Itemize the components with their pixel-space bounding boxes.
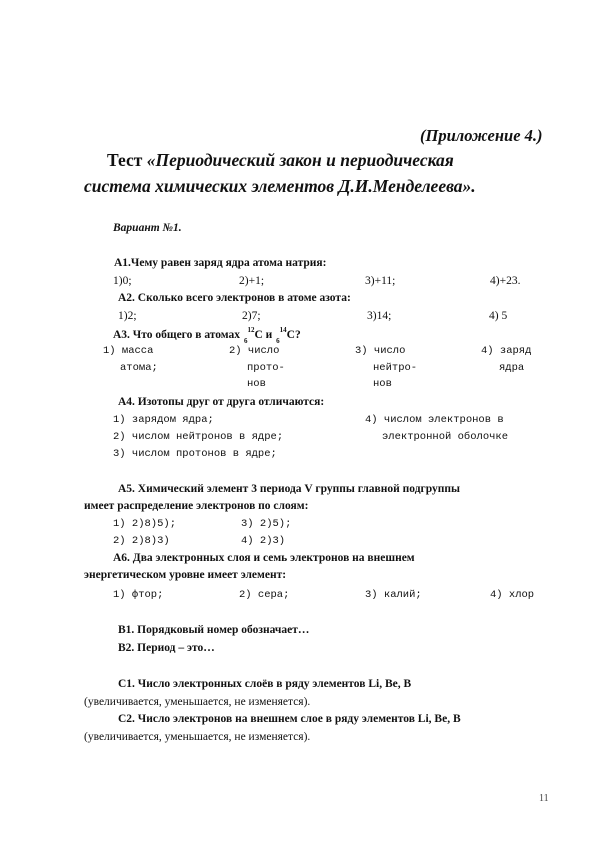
a3-option-4-line1: 4) заряд [481, 345, 532, 357]
a3-option-2-line2: прото- [247, 362, 285, 374]
a4-option-4-line1: 4) числом электронов в [365, 414, 504, 426]
question-a2: А2. Сколько всего электронов в атоме азота: [118, 292, 351, 304]
a2-option-3: 3)14; [367, 310, 392, 322]
a3-option-3-line3: нов [373, 378, 392, 390]
question-a1: А1.Чему равен заряд ядра атома натрия: [114, 257, 327, 269]
variant-label: Вариант №1. [113, 222, 182, 234]
a3-text: А3. Что общего в атомах [113, 328, 243, 341]
question-a4: А4. Изотопы друг от друга отличаются: [118, 396, 325, 408]
a6-option-1: 1) фтор; [113, 589, 164, 601]
a3-option-3-line2: нейтро- [373, 362, 418, 374]
a1-option-3: 3)+11; [365, 275, 396, 287]
a3-iso1-symbol: С [254, 328, 263, 341]
a4-option-4-line2: электронной оболочке [382, 431, 509, 443]
a3-iso2-symbol: С? [286, 328, 301, 341]
a4-option-1: 1) зарядом ядра; [113, 414, 214, 426]
page-number: 11 [539, 793, 549, 804]
test-title-prefix: Тест [107, 150, 147, 170]
a2-option-2: 2)7; [242, 310, 261, 322]
a4-option-3: 3) числом протонов в ядре; [113, 448, 277, 460]
a5-option-3: 3) 2)5); [241, 518, 292, 530]
appendix-label: (Приложение 4.) [420, 126, 543, 145]
question-b2: В2. Период – это… [118, 642, 215, 654]
a4-option-2: 2) числом нейтронов в ядре; [113, 431, 284, 443]
test-title-line1 [107, 150, 454, 171]
question-c1-line1: С1. Число электронных слоёв в ряду элементов Li, Be, B [118, 678, 412, 690]
question-a5-line1: А5. Химический элемент 3 периода V группы главной подгруппы [118, 483, 460, 495]
a5-option-2: 2) 2)8)3) [113, 535, 170, 547]
a3-conjunction: и [262, 328, 276, 341]
a1-option-2: 2)+1; [239, 275, 265, 287]
test-title-line2: система химических элементов Д.И.Менделеева». [84, 176, 476, 196]
question-c2-line2: (увеличивается, уменьшается, не изменяется). [84, 731, 311, 743]
a3-iso2-number: 6 [276, 337, 280, 346]
a6-option-3: 3) калий; [365, 589, 422, 601]
a1-option-4: 4)+23. [490, 275, 521, 287]
a2-option-1: 1)2; [118, 310, 137, 322]
question-c1-line2: (увеличивается, уменьшается, не изменяется). [84, 696, 311, 708]
a1-option-1: 1)0; [113, 275, 132, 287]
a2-option-4: 4) 5 [489, 310, 508, 322]
a6-option-4: 4) хлор [490, 589, 535, 601]
a3-option-2-line1: 2) число [229, 345, 280, 357]
a5-option-1: 1) 2)8)5); [113, 518, 177, 530]
question-c2-line1: С2. Число электронов на внешнем слое в ряду элементов Li, Be, B [118, 713, 461, 725]
a3-iso1-number: 6 [243, 337, 248, 346]
question-b1: В1. Порядковый номер обозначает… [118, 624, 310, 636]
a3-iso1-mass: 12 [247, 326, 255, 334]
question-a6-line1: А6. Два электронных слоя и семь электронов на внешнем [113, 552, 415, 564]
question-a5-line2: имеет распределение электронов по слоям: [84, 500, 309, 512]
a5-option-4: 4) 2)3) [241, 535, 286, 547]
a3-option-3-line1: 3) число [355, 345, 406, 357]
question-a6-line2: энергетическом уровне имеет элемент: [84, 569, 287, 581]
a3-iso2-mass: 14 [279, 326, 287, 334]
test-title-text: «Периодический закон и периодическая [146, 150, 454, 170]
a3-option-2-line3: нов [247, 378, 266, 390]
question-a3 [113, 326, 301, 346]
a3-option-1-line1: 1) масса [103, 345, 154, 357]
a3-option-4-line2: ядра [499, 362, 525, 374]
a6-option-2: 2) сера; [239, 589, 290, 601]
a3-option-1-line2: атома; [120, 362, 158, 374]
